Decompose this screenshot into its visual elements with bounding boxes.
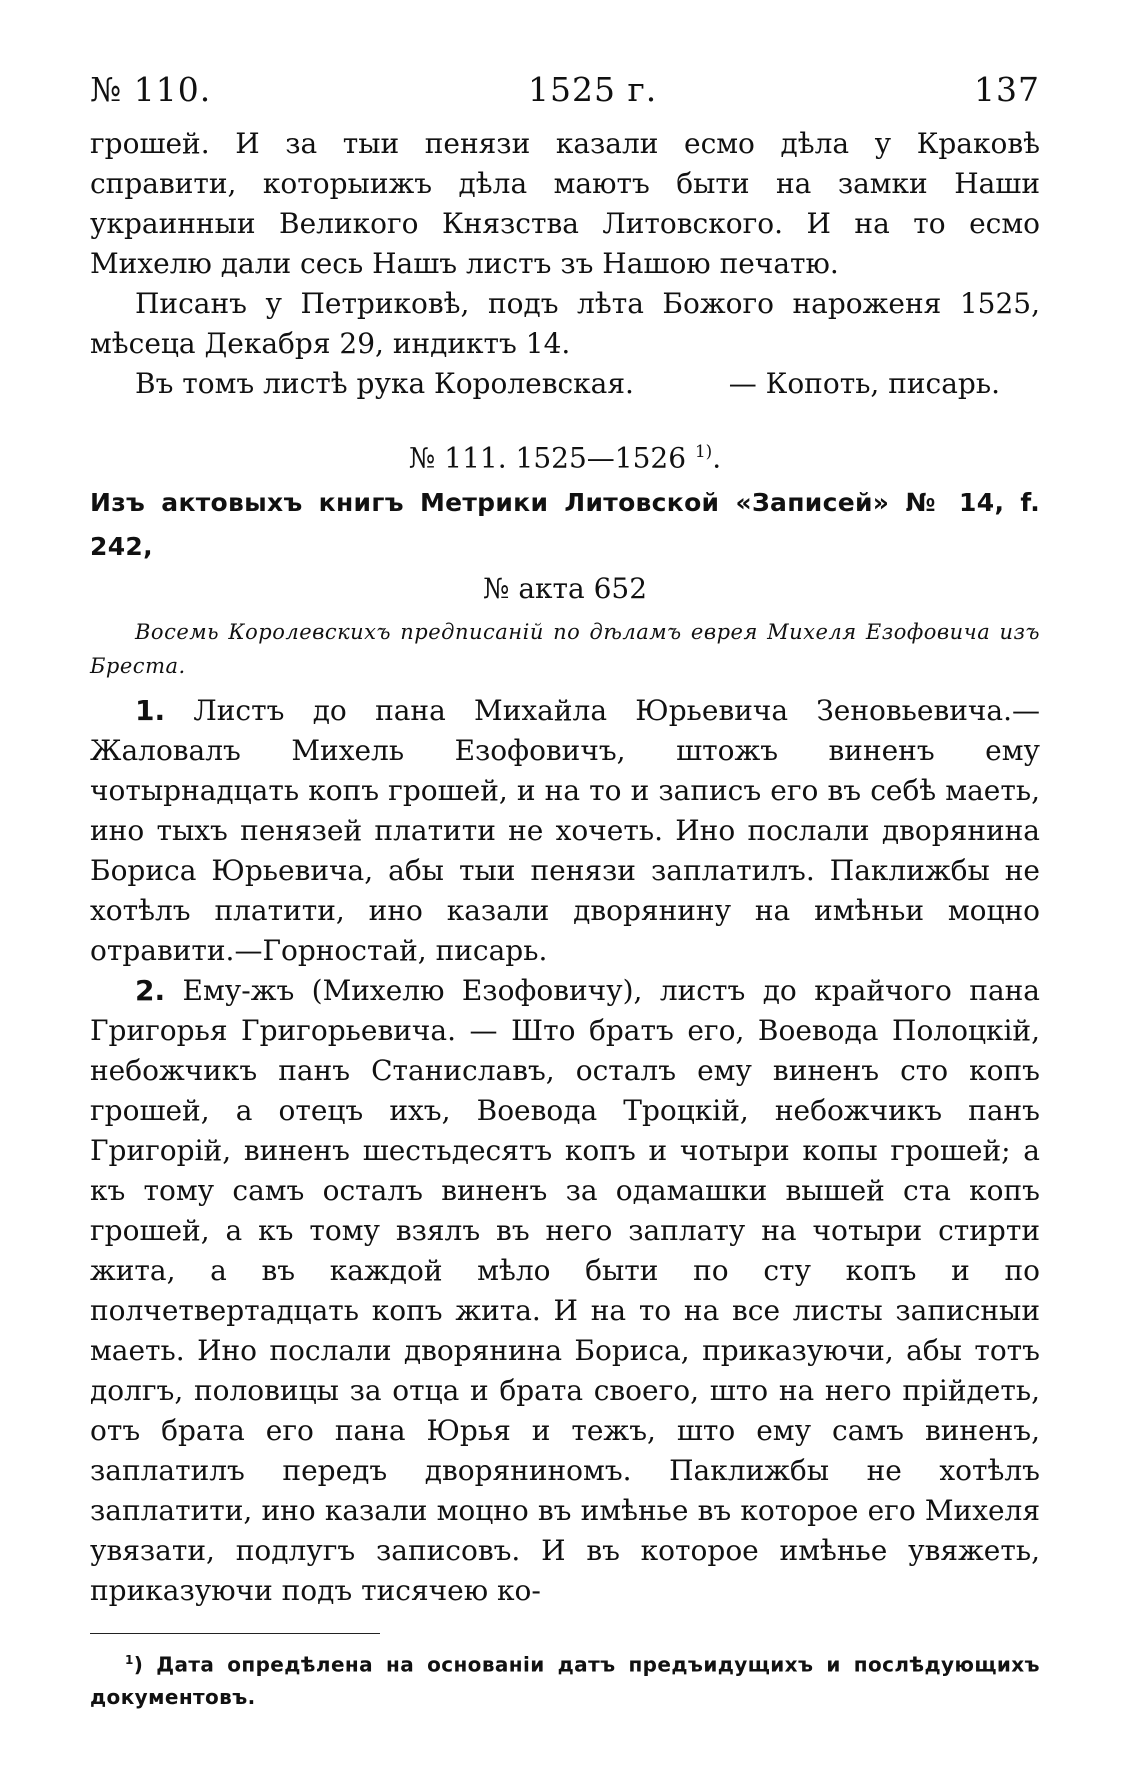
- document-number: № 111. 1525—1526: [408, 441, 687, 475]
- document-page: [90, 70, 1040, 1740]
- footnote-text: ) Дата опредѣлена на основаніи датъ предъидущихъ и послѣдующихъ документовъ.: [90, 1652, 1040, 1709]
- running-head: [90, 70, 1040, 124]
- source-heading: Изъ актовыхъ книгъ Метрики Литовской «Записей» № 14, f. 242,: [90, 488, 1040, 562]
- scribe-signature: — Копоть, писарь.: [728, 367, 1000, 400]
- previous-document-ending: [90, 124, 1040, 404]
- footnote-reference: 1): [694, 441, 713, 461]
- header-year: 1525 г.: [527, 70, 658, 109]
- act-number: № акта 652: [482, 572, 648, 606]
- document-heading: № 111. 1525—1526 $^{1)}$.: [408, 441, 722, 475]
- continuation-paragraph: грошей. И за тыи пенязи казали есмо дѣла у Краковѣ справити, которыижъ дѣла маютъ быти на замки Наши украинныи Великого Князства Литовского. И на то есмо Михелю дали сесь Нашъ листъ зъ Нашою печатю.: [90, 127, 1040, 280]
- item-text: Листъ до пана Михайла Юрьевича Зеновьевича.—Жаловалъ Михель Езофовичъ, штожъ виненъ ему чотырнадцать копъ грошей, и на то и записъ его въ себѣ маеть, ино тыхъ пенязей платити не хочеть. Ино послали дворянина Бориса Юрьевича, абы тыи пенязи заплатилъ. Паклижбы не хотѣлъ платити, ино казали дворянину на имѣньи моцно отравити.—Горностай, писарь.: [90, 694, 1040, 968]
- signoff-line: [90, 364, 1040, 404]
- footnote-divider: [90, 1633, 380, 1634]
- royal-hand-note: Въ томъ листѣ рука Королевская.: [135, 367, 634, 400]
- item-paragraph: [90, 971, 1040, 1611]
- document-summary: Восемь Королевскихъ предписаній по дѣламъ еврея Михеля Езофовича изъ Бреста.: [90, 620, 1040, 679]
- footnote: [90, 1644, 1040, 1713]
- item-number: 2.: [135, 974, 166, 1008]
- item-text: Ему-жъ (Михелю Езофовичу), листъ до крайчого пана Григорья Григорьевича. — Што братъ его, Воевода Полоцкій, небожчикъ панъ Станиславъ, осталъ ему виненъ сто копъ грошей, а отецъ ихъ, Воевода Троцкій, небожчикъ панъ Григорій, виненъ шестьдесятъ копъ и чотыри копы грошей; а къ тому самъ осталъ виненъ за одамашки вышей ста копъ грошей, а къ тому взялъ въ него заплату на чотыри стирти жита, а въ каждой мѣло быти по сту копъ и по полчетвертадцать копъ жита. И на то на все листы записныи маеть. Ино послали дворянина Бориса, приказуючи, абы тотъ долгъ, половицы за отца и брата своего, што на него прійдеть, отъ брата его пана Юрья и тежъ, што ему самъ виненъ, заплатилъ передъ дворяниномъ. Паклижбы не хотѣлъ заплатити, ино казали моцно въ имѣнье въ которое его Михеля увязати, подлугъ записовъ. И въ которое имѣнье увяжеть, приказуючи подъ тисячею ко-: [90, 974, 1040, 1608]
- header-document-number: № 110.: [90, 70, 212, 109]
- page-number: 137: [974, 70, 1040, 109]
- item-paragraph: [90, 691, 1040, 971]
- dating-clause: Писанъ у Петриковѣ, подъ лѣта Божого нароженя 1525, мѣсеца Декабря 29, индиктъ 14.: [90, 287, 1040, 360]
- document-items: [90, 691, 1040, 1611]
- footnote-mark: 1: [125, 1653, 134, 1668]
- item-number: 1.: [135, 694, 166, 728]
